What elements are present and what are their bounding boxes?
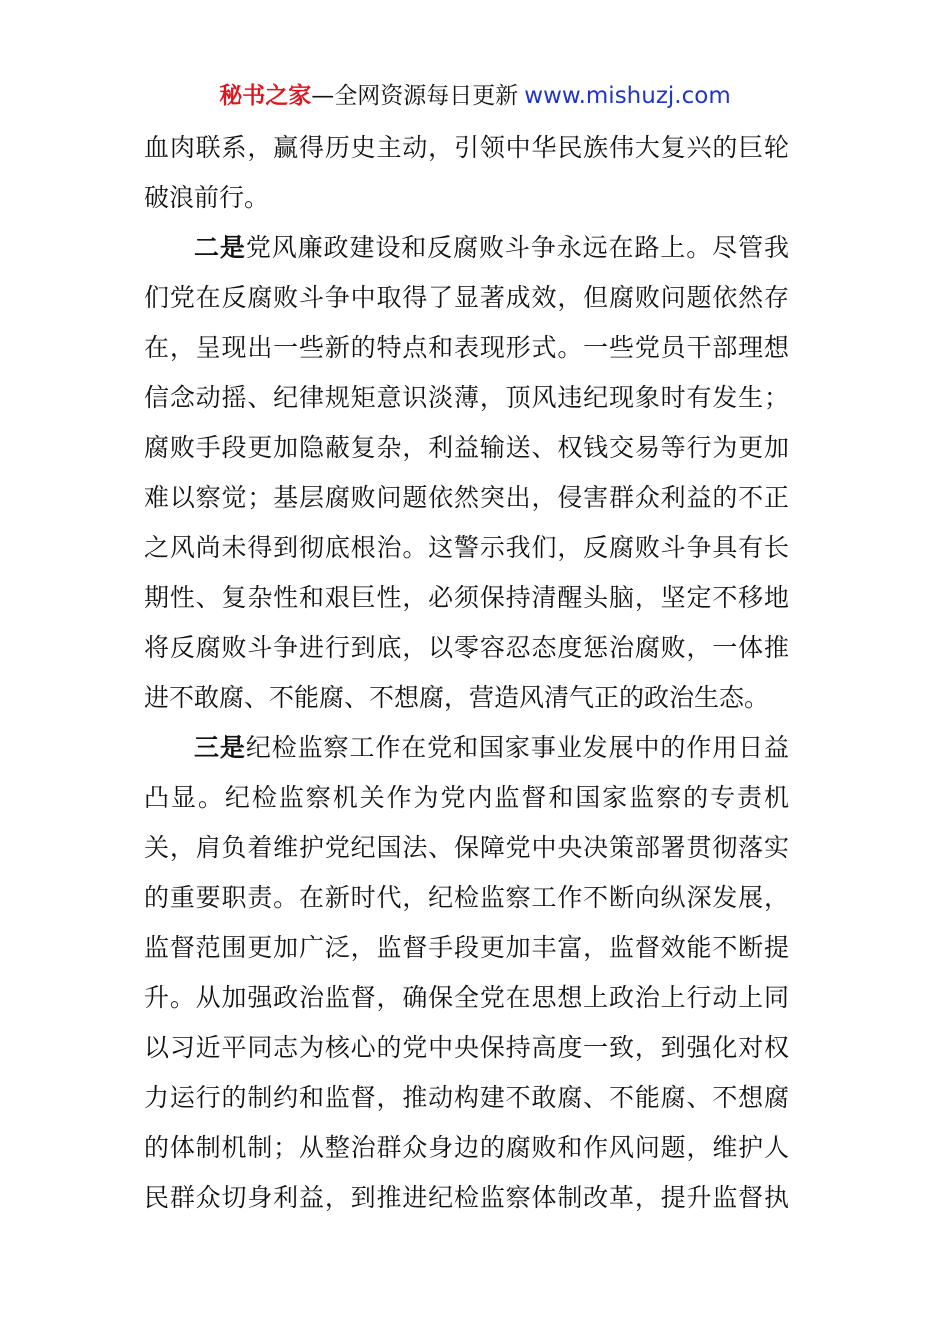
text-line: 难以察觉；基层腐败问题依然突出，侵害群众利益的不正 — [144, 483, 789, 512]
text-line: 的体制机制；从整治群众身边的腐败和作风问题，维护人 — [144, 1133, 789, 1162]
text-line-content: 纪检监察工作在党和国家事业发展中的作用日益 — [245, 733, 789, 762]
text-line: 凸显。纪检监察机关作为党内监督和国家监察的专责机 — [144, 783, 789, 812]
text-line-content: 党风廉政建设和反腐败斗争永远在路上。尽管我 — [245, 233, 789, 262]
text-line: 的重要职责。在新时代，纪检监察工作不断向纵深发展， — [144, 883, 789, 912]
paragraph-lead: 三是 — [194, 733, 246, 762]
text-line: 进不敢腐、不能腐、不想腐，营造风清气正的政治生态。 — [144, 683, 770, 712]
page-header — [0, 80, 950, 112]
text-line: 信念动摇、纪律规矩意识淡薄，顶风违纪现象时有发生； — [144, 383, 789, 412]
paragraph-1 — [144, 123, 789, 223]
paragraph-3 — [144, 723, 789, 1223]
text-line: 将反腐败斗争进行到底，以零容忍态度惩治腐败，一体推 — [144, 633, 789, 662]
text-line: 监督范围更加广泛，监督手段更加丰富，监督效能不断提 — [144, 933, 789, 962]
text-line: 血肉联系，赢得历史主动，引领中华民族伟大复兴的巨轮 — [144, 133, 789, 162]
header-tagline: —全网资源每日更新 — [311, 83, 519, 109]
text-line: 之风尚未得到彻底根治。这警示我们，反腐败斗争具有长 — [144, 533, 789, 562]
text-line — [144, 723, 789, 773]
text-line: 在，呈现出一些新的特点和表现形式。一些党员干部理想 — [144, 333, 789, 362]
text-line: 升。从加强政治监督，确保全党在思想上政治上行动上同 — [144, 983, 789, 1012]
document-body — [144, 123, 789, 1223]
text-line: 期性、复杂性和艰巨性，必须保持清醒头脑，坚定不移地 — [144, 583, 789, 612]
paragraph-2 — [144, 223, 789, 723]
site-url-link[interactable]: www.mishuzj.com — [524, 83, 731, 109]
text-line: 们党在反腐败斗争中取得了显著成效，但腐败问题依然存 — [144, 283, 789, 312]
text-line: 力运行的制约和监督，推动构建不敢腐、不能腐、不想腐 — [144, 1083, 789, 1112]
paragraph-lead: 二是 — [194, 233, 246, 262]
text-line — [144, 223, 789, 273]
text-line: 以习近平同志为核心的党中央保持高度一致，到强化对权 — [144, 1033, 789, 1062]
text-line: 腐败手段更加隐蔽复杂，利益输送、权钱交易等行为更加 — [144, 433, 789, 462]
text-line: 关，肩负着维护党纪国法、保障党中央决策部署贯彻落实 — [144, 833, 789, 862]
text-line: 民群众切身利益，到推进纪检监察体制改革，提升监督执 — [144, 1183, 789, 1212]
text-line: 破浪前行。 — [144, 183, 270, 212]
brand-name: 秘书之家 — [219, 83, 312, 109]
